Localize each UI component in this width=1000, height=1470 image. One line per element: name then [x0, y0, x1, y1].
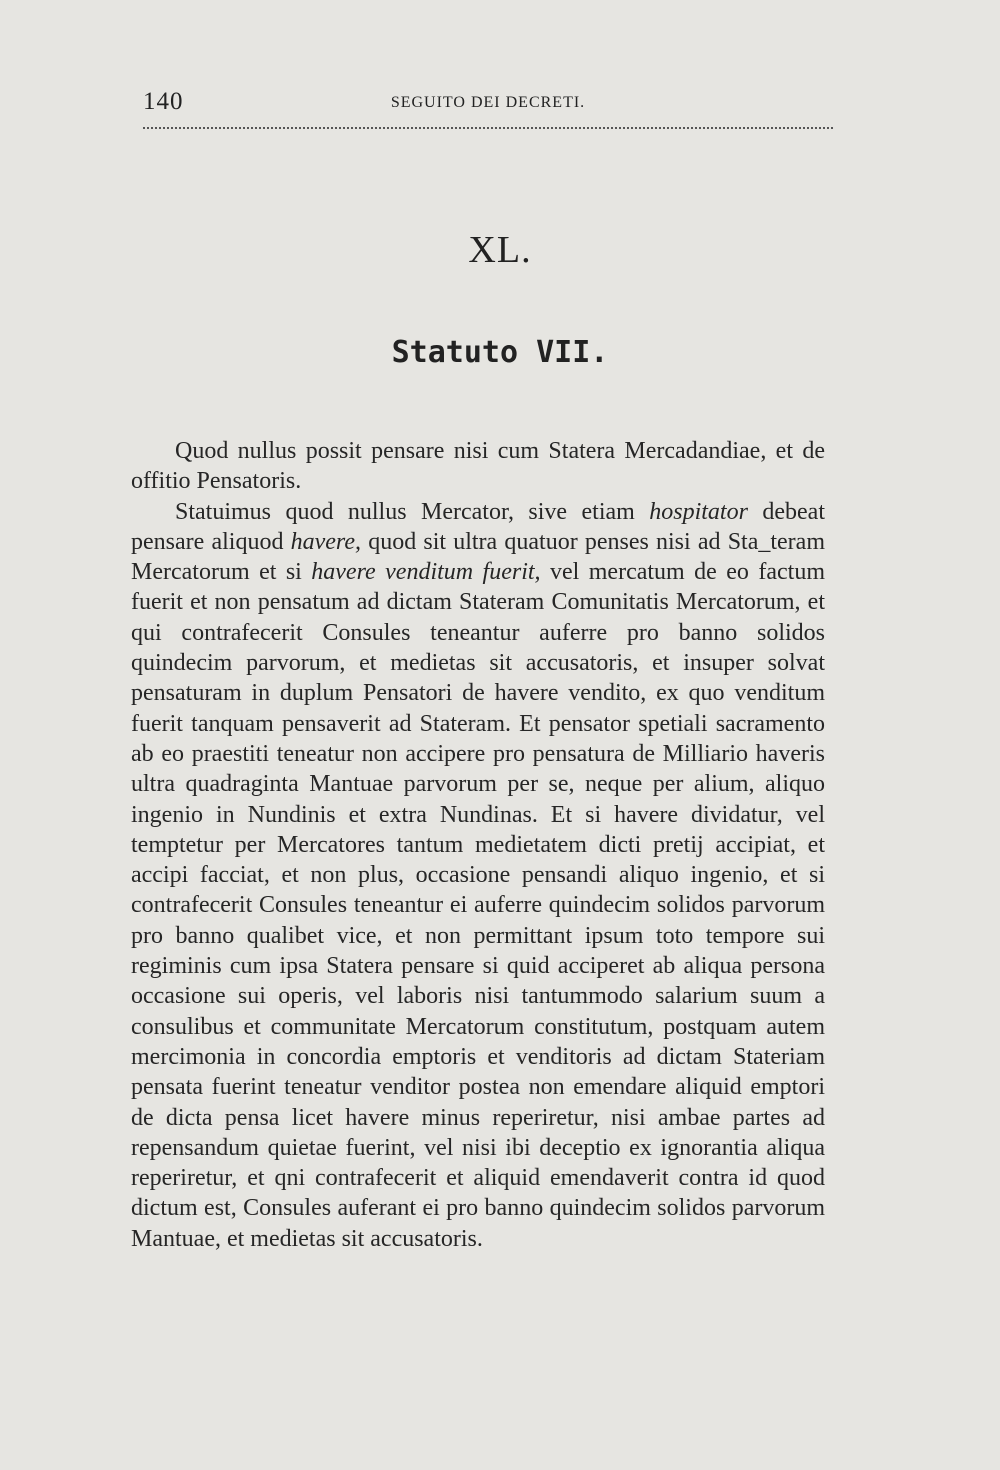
body-text: Statuimus quod nullus Mercator, sive etiam — [175, 498, 650, 525]
body-text: quod sit ultra quatuor penses nisi ad Sta_teram Mercatorum et si — [131, 528, 825, 586]
page-number: 140 — [143, 88, 184, 115]
body-paragraph — [131, 497, 825, 1254]
statute-text — [131, 436, 825, 1254]
statute-title: Statuto VII. — [391, 335, 609, 370]
header-divider — [143, 127, 833, 129]
section-number: XL. — [468, 229, 532, 271]
rubric-paragraph: Quod nullus possit pensare nisi cum Statera Mercadandiae, et de offitio Pensatoris. — [131, 438, 825, 495]
running-title: SEGUITO DEI DECRETI. — [390, 94, 586, 111]
page-header — [143, 88, 833, 118]
italic-term-havere-venditum: havere venditum fuerit, — [311, 559, 541, 586]
italic-term-hospitator: hospitator — [649, 498, 748, 525]
body-text: debeat pensare aliquod — [131, 498, 825, 555]
body-text: vel mercatum de eo factum fuerit et non pensatum ad dictam Stateram Comunitatis Mercatorum, et qui contrafecerit Consules teneantur auferre pro banno solidos quindecim parvorum, et medietas sit accusatoris, et insuper solvat pensaturam in duplum Pensatori de havere vendito, ex quo venditum fuerit tanquam pensaverit ad Stateram. Et pensator spetiali sacramento ab eo praestiti teneatur non accipere pro pensatura de Milliario haveris ultra quadraginta Mantuae parvorum per se, neque per alium, aliquo ingenio in Nundinis et extra Nundinas. Et si havere dividatur, vel temptetur per Mercatores tantum medietatem dicti pretij accipiat, et accipi facciat, et non plus, occasione pensandi aliquo ingenio, et si contrafecerit Consules teneantur ei auferre quindecim solidos parvorum pro banno qualibet vice, et non permittant ipsum toto tempore sui regiminis cum ipsa Statera pensare si quid acciperet ab aliqua persona occasione sui operis, vel laboris nisi tantummodo salarium suum a consulibus et communitate Mercatorum constitutum, postquam autem mercimonia in concordia emptoris et venditoris ad dictam Stateriam pensata fuerint teneatur venditor postea non emendare aliquid emptori de dicta pensa licet havere minus reperiretur, nisi ambae partes ad repensandum quietae fuerint, vel nisi ibi deceptio ex ignorantia aliqua reperiretur, et qni contrafecerit et aliquid emendaverit contra id quod dictum est, Consules auferant ei pro banno quindecim solidos parvorum Mantuae, et medietas sit accusatoris. — [131, 559, 825, 1252]
italic-term-havere: havere, — [290, 528, 362, 555]
